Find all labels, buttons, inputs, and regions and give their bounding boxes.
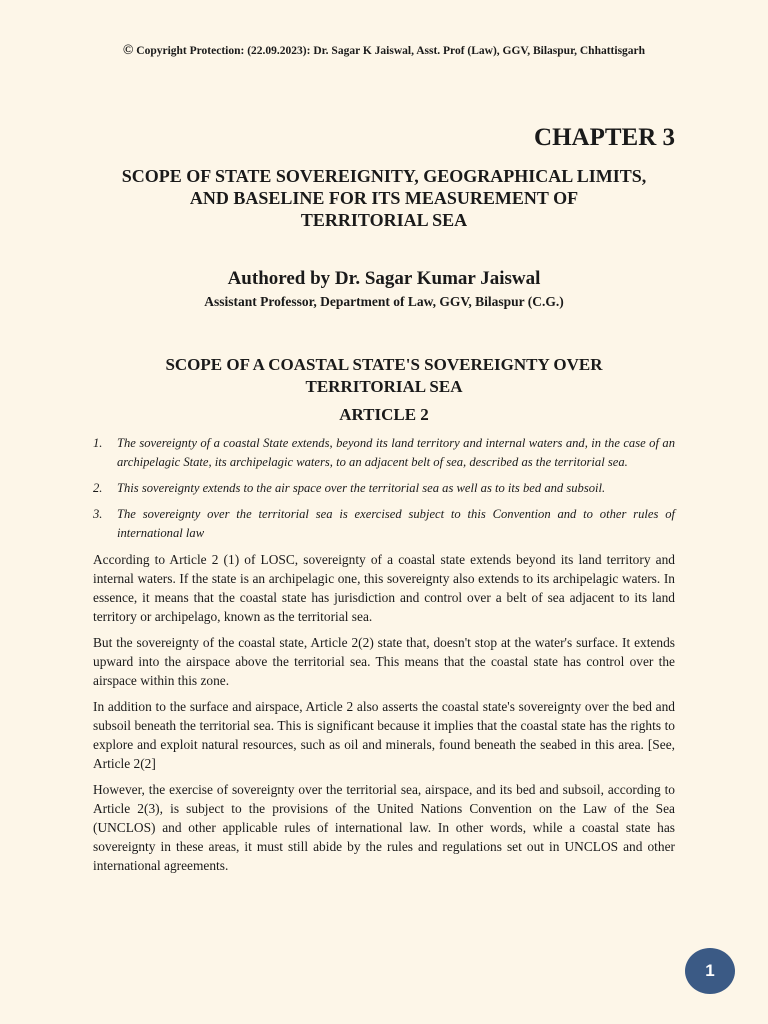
chapter-heading: CHAPTER 3 [534, 124, 675, 151]
page-number-badge: 1 [685, 948, 735, 994]
body-text [93, 550, 675, 882]
clause-item [93, 505, 675, 543]
copyright-text: Copyright Protection: (22.09.2023): Dr. Sagar K Jaiswal, Asst. Prof (Law), GGV, Bilaspur, Chhattisgarh [136, 45, 646, 57]
section-title [100, 354, 668, 398]
article-clauses [93, 434, 675, 550]
clause-text: The sovereignty of a coastal State extends, beyond its land territory and internal waters and, in the case of an archipelagic State, its archipelagic waters, to an adjacent belt of sea, described as the territorial sea. [117, 436, 675, 469]
paragraph: However, the exercise of sovereignty over the territorial sea, airspace, and its bed and subsoil, according to Article 2(3), is subject to the provisions of the United Nations Convention on the Law of the Sea (UNCLOS) and other applicable rules of international law. In other words, while a coastal state has sovereignty in these areas, it must still abide by the rules and regulations set out in UNCLOS and other international agreements. [93, 782, 675, 873]
chapter-title [60, 165, 708, 231]
clause-text: This sovereignty extends to the air space over the territorial sea as well as to its bed and subsoil. [117, 481, 606, 495]
paragraph: According to Article 2 (1) of LOSC, sovereignty of a coastal state extends beyond its land territory and internal waters. If the state is an archipelagic one, this sovereignty also extends to its archipelagic waters. In essence, it means that the coastal state has jurisdiction and control over a belt of sea adjacent to its land territory or archipelago, known as the territorial sea. [93, 552, 675, 624]
chapter-title-line: SCOPE OF STATE SOVEREIGNITY, GEOGRAPHICAL LIMITS, [121, 166, 647, 186]
chapter-title-line: AND BASELINE FOR ITS MEASUREMENT OF [189, 188, 579, 208]
paragraph: In addition to the surface and airspace, Article 2 also asserts the coastal state's sovereignty over the bed and subsoil beneath the territorial sea. This is significant because it implies that the coastal state has the rights to explore and exploit natural resources, such as oil and minerals, found beneath the seabed in this area. [See, Article 2(2] [93, 699, 675, 771]
copyright-notice [0, 43, 768, 59]
chapter-title-line: TERRITORIAL SEA [300, 210, 468, 230]
author-line: Authored by Dr. Sagar Kumar Jaiswal [227, 268, 541, 289]
clause-number: 1. [93, 436, 103, 450]
clause-item [93, 479, 675, 498]
author-affiliation: Assistant Professor, Department of Law, GGV, Bilaspur (C.G.) [204, 294, 564, 309]
clause-number: 3. [93, 507, 103, 521]
clause-item [93, 434, 675, 472]
section-title-line: SCOPE OF A COASTAL STATE'S SOVEREIGNTY OVER [165, 355, 603, 374]
copyright-symbol: © [122, 43, 134, 58]
article-heading: ARTICLE 2 [339, 405, 429, 424]
clause-number: 2. [93, 481, 103, 495]
paragraph: But the sovereignty of the coastal state, Article 2(2) state that, doesn't stop at the water's surface. It extends upward into the airspace above the territorial sea. This means that the coastal state has control over the airspace within this zone. [93, 635, 675, 688]
section-title-line: TERRITORIAL SEA [305, 377, 463, 396]
clause-text: The sovereignty over the territorial sea is exercised subject to this Convention and to other rules of international law [117, 507, 675, 540]
